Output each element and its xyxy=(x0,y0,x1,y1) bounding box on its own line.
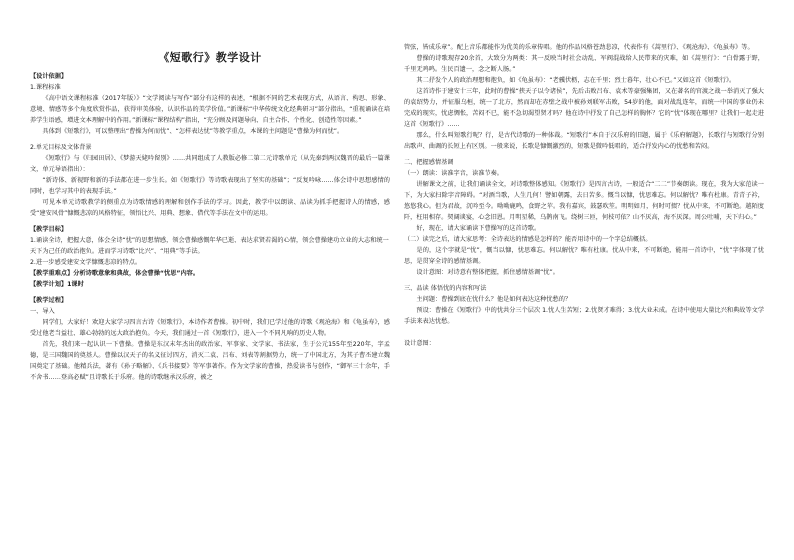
paragraph: 主问题：曹操到底在忧什么？他是如何表达这种忧愁的？ xyxy=(416,296,572,303)
paragraph: “新诗体、新视野和新的手法都在进一步生长。如《短歌行》等诗歌表现出了坚实的基础”；“反复吟咏……体会诗中思想感情的同时，也学习其中的表现手法。” xyxy=(30,177,390,195)
goal-item: 1.诵读全诗，把握大意，体会全诗“忧”的思想情感，领会曹操感慨年华已逝、表达求贤若渴的心情，领会曹操建功立业的大志和统一天下为己任的政治抱负。进而学习诗歌“比兴”、“用典”等手法。 xyxy=(30,237,389,255)
paragraph-text: 首先，我们来一起认识一下曹操。曹操是东汉末年杰出的政治家、军事家、文学家、书法家，生于公元155年至220年，字孟德，是三国魏国的奠基人。曹操以汉天子的名义征讨四方，消灭二袁、吕布、刘表等割据势力，统一了中国北方，为其子曹丕建立魏国奠定了基础。他精兵法，著有《孙子略解》、《兵书接要》等军事著作。作为文学家的曹操，热爱读书与创作，“御军三十余年，手不舍书……登高必赋” xyxy=(30,341,390,381)
paragraph: 是的，这个字就是“忧”，慨当以慷，忧思难忘。何以解忧？唯有杜康。忧从中来，不可断绝，能用一首诗中，“忧”字体现了忧思，是贯穿全诗的感情基调。 xyxy=(404,247,764,265)
paragraph: 这首诗作于建安十三年，此时的曹操“挟天子以令诸侯”，先后击败吕布、袁术等豪强集团，又在著名的官渡之战一举消灭了强大的袁绍势力，并征服乌桓，统一了北方，然而却在赤壁之战中被孙刘联军击败，54岁的他，面对战乱连年，而统一中国的事业仍未完成的现实，忧虑惆怅，苦闷不已，能不急切渴望贤才吗？他在诗中抒发了自己怎样的胸怀？它的“忧”体现在哪里？让我们一起走进这首《短歌行》…… xyxy=(404,88,764,128)
document-title: 《短歌行》教学设计 xyxy=(158,51,262,64)
paragraph: 讲解课文之前，让我们诵读全文，对诗歌整体感知。《短歌行》是四言古诗，一般适合“二二”节奏朗读。现在，我为大家范读一下，为大家扫除字音障碍。“对酒当歌，人生几何！譬如朝露，去日苦多。慨当以慷，忧思难忘。何以解忧？唯有杜康。青青子衿，悠悠我心。但为君故，沉吟至今。呦呦鹿鸣，食野之苹。我有嘉宾，鼓瑟吹笙。明明如月，何时可掇？忧从中来，不可断绝。越陌度阡，枉用相存。契阔谈宴，心念旧恩。月明星稀，乌鹊南飞。绕树三匝，何枝可依？山不厌高，海不厌深。周公吐哺，天下归心。” xyxy=(404,181,764,221)
paragraph: 具体到《短歌行》，可以整理出“曹操为何而忧”、“怎样表达忧”等教学重点，本课的主问题是“曹操为何而忧”。 xyxy=(42,128,344,135)
section-intro-heading: 一、导入 xyxy=(30,308,55,315)
subsection-heading: （一）朗读：读准字音，读准节奏。 xyxy=(404,170,503,177)
subsection-heading: （二）读完之后，请大家思考：全诗表达的情感是怎样的？能否用诗中的一个字总结概括。 xyxy=(404,236,652,243)
design-intent: 设计意图：对诗意有整体把握，抓住感情基调“忧”。 xyxy=(416,269,559,276)
teaching-plan-heading: 【教学计划】1课时 xyxy=(30,281,84,288)
design-basis-heading: 【设计依据】 xyxy=(30,73,68,80)
unit-goal-heading: 2.单元目标及文体背景 xyxy=(30,144,92,151)
paragraph xyxy=(30,339,390,383)
goal-item: 2.进一步感受建安文学慷慨悲凉的特点。 xyxy=(30,259,142,266)
paragraph: 管弦，皆成乐章”。配上音乐都能作为优美的乐章传唱。他的作品风格苍劲悲凉，代表作有《蒿里行》、《观沧海》、《龟虽寿》等。 xyxy=(404,44,754,51)
key-points-heading: 【教学重难点】分析诗歌意象和典故，体会曹操“忧思”内容。 xyxy=(30,270,200,277)
left-column xyxy=(30,30,390,560)
section-emotion-heading: 二、把握感情基调 xyxy=(404,159,454,166)
section-reading-heading: 三、品读 体悟忧的内容和写法 xyxy=(404,285,487,292)
paragraph: 其二抒发个人的政治理想和抱负，如《龟虽寿》：“老骥伏枥，志在千里；烈士暮年，壮心不已。”又如这首《短歌行》。 xyxy=(416,77,736,84)
paragraph: 预设：曹操在《短歌行》中的忧共分三个层次 1.忧人生苦短；2.忧贤才难得；3.忧大业未成。在诗中使用大量比兴和典故等文学手法来表达忧愁。 xyxy=(404,307,765,325)
paragraph: 《短歌行》与《归园田居》、《梦游天姥吟留别》……共同组成了人教版必修二第二元诗歌单元（从先秦到两汉魏晋的最后一篇课文，单元导语指出）： xyxy=(30,155,390,173)
paragraph: 那么，什么叫短歌行呢？行，是古代诗歌的一种体裁。“短歌行”本自于汉乐府的旧题，属于《乐府解题》，长歌行与短歌行分别出歌声、曲调的长短上有区别。一般来说，长歌是慷慨激烈的，短歌是微吟低唱的，适合抒发内心的忧愁和苦闷。 xyxy=(404,132,764,150)
paragraph: 《高中语文课程标准（2017年版）》“文学阅读与写作”部分有这样的表述，“根据不同的艺术表现方式，从语言、构思、形象、意境、情感等多个角度欣赏作品，获得审美体验，认识作品的美学价值。”新课标“中华传统文化经典研习”部分指出，“重视诵读在培养学生语感，增进文本理解中的作用。”新课标“课程结构”指出，“充分顾及问题导向、自主合作、个性化、创造性等因素。” xyxy=(30,95,390,124)
paragraph: 可见本单元诗歌教学的侧重点为诗歌情感的理解和创作手法的学习。因此，教学中以朗读、品读为抓手把握诗人的情感，感受“建安风骨”慷慨悲凉的风格特征，领悟比兴、用典、想象、借代等手法在文中的运用。 xyxy=(30,199,390,217)
paragraph: 好，现在，请大家诵读下曹操写的这首诗歌。 xyxy=(416,225,541,232)
paragraph-text: 且诗歌长于乐府。他的诗歌继承汉乐府，被之 xyxy=(88,374,213,381)
design-intent: 设计意图： xyxy=(404,340,435,347)
curriculum-standard-heading: 1.课程标准 xyxy=(30,84,61,91)
right-column xyxy=(404,30,764,560)
teaching-process-heading: 【教学过程】 xyxy=(30,297,68,304)
teaching-goals-heading: 【教学目标】 xyxy=(30,226,68,233)
paragraph: 曹操的诗歌现存20余首，大致分为两类：其一反映当时社会动乱、军阀混战给人民带来的灾难，如《蒿里行》：“白骨露于野，千里无鸡鸣。生民百遗一，念之断人肠。” xyxy=(404,55,764,73)
paragraph: 同学们，大家好！欢迎大家学习四言古诗《短歌行》，本诗作者曹操。初中时，我们已学过他的诗歌《观沧海》和《龟虽寿》，感受过他老当益壮、雄心勃勃的远大政治抱负。今天，我们通过一首《短歌行》，进入一个不同凡响的历史人物。 xyxy=(30,319,390,337)
